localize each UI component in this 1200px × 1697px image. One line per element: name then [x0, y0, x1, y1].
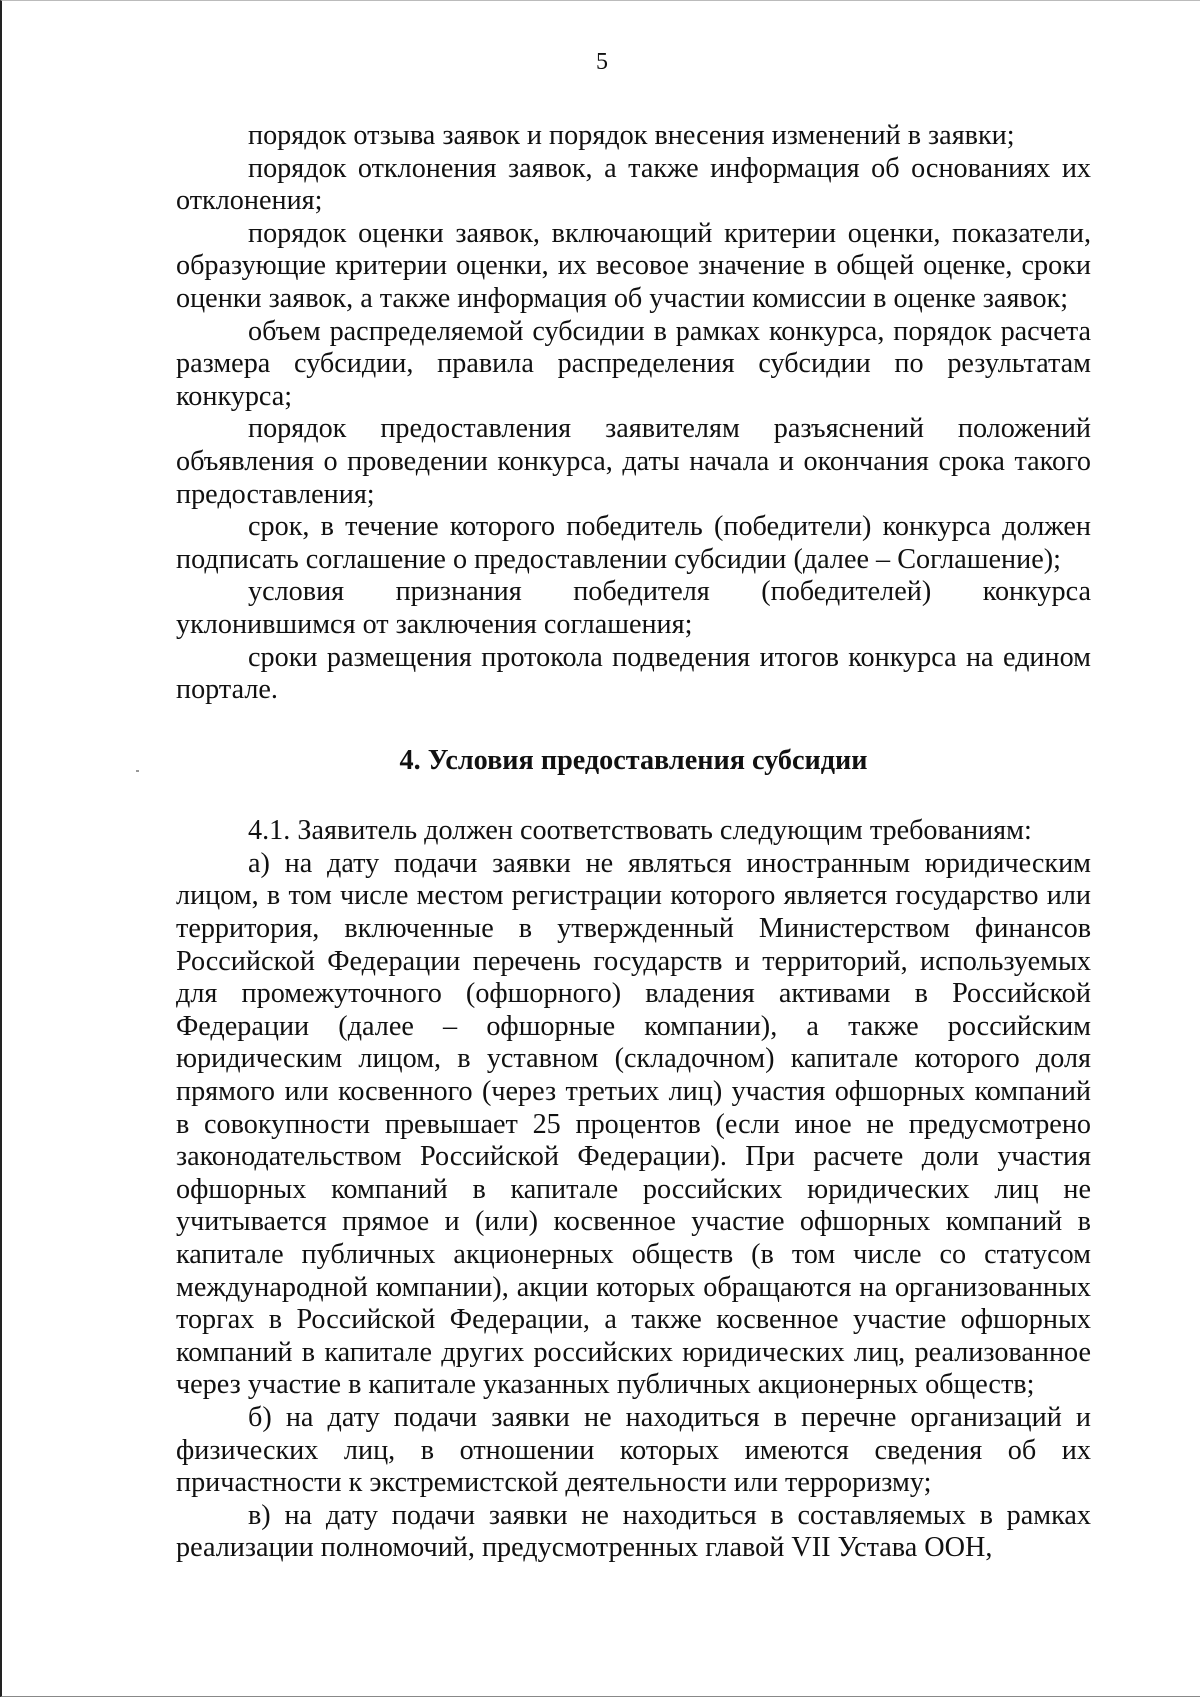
- page-number: 5: [596, 49, 608, 75]
- document-body: [176, 120, 1091, 1565]
- paragraph-requirements-intro: 4.1. Заявитель должен соответствовать следующим требованиям:: [248, 815, 1032, 847]
- paragraph-withdrawal-order: порядок отзыва заявок и порядок внесения изменений в заявки;: [248, 120, 1015, 151]
- paragraph-subsidy-volume: объем распределяемой субсидии в рамках конкурса, порядок расчета размера субсидии, правила распределения субсидии по результатам конкурса;: [176, 315, 1091, 412]
- section-heading: 4. Условия предоставления субсидии: [399, 744, 868, 776]
- paragraph-evasion-conditions: условия признания победителя (победителей) конкурса уклонившимся от заключения соглашения;: [176, 576, 1091, 640]
- paragraph-clarifications: порядок предоставления заявителям разъяснений положений объявления о проведении конкурса, даты начала и окончания срока такого предоставления;: [176, 413, 1091, 510]
- paragraph-rejection-order: порядок отклонения заявок, а также информация об основаниях их отклонения;: [176, 152, 1091, 217]
- paragraph-requirement-a: а) на дату подачи заявки не являться иностранным юридическим лицом, в том числе местом регистрации которого является государство или территория, включенные в утвержденный Министерством финансов Российской Федерации перечень государств и территорий, используемых для промежуточного (офшорного) владения активами в Российской Федерации (далее – офшорные компании), а также российским юридическим лицом, в уставном (складочном) капитале которого доля прямого или косвенного (через третьих лиц) участия офшорных компаний в совокупности превышает 25 процентов (если иное не предусмотрено законодательством Российской Федерации). При расчете доли участия офшорных компаний в капитале российских юридических лиц не учитывается прямое и (или) косвенное участие офшорных компаний в капитале публичных акционерных обществ (в том числе со статусом международной компании), акции которых обращаются на организованных торгах в Российской Федерации, а также косвенное участие офшорных компаний в капитале других российских юридических лиц, реализованное через участие в капитале указанных публичных акционерных обществ;: [176, 847, 1091, 1401]
- paragraph-evaluation-order: порядок оценки заявок, включающий критерии оценки, показатели, образующие критерии оценки, их весовое значение в общей оценке, сроки оценки заявок, а также информация об участии комиссии в оценке заявок;: [176, 217, 1091, 314]
- paragraph-agreement-term: срок, в течение которого победитель (победители) конкурса должен подписать соглашение о предоставлении субсидии (далее – Соглашение);: [176, 511, 1091, 575]
- paragraph-protocol-publication: сроки размещения протокола подведения итогов конкурса на едином портале.: [176, 641, 1091, 706]
- paragraph-requirement-b: б) на дату подачи заявки не находиться в перечне организаций и физических лиц, в отношении которых имеются сведения об их причастности к экстремистской деятельности или терроризму;: [176, 1401, 1091, 1499]
- scan-artifact: [136, 770, 139, 772]
- paragraph-requirement-v: в) на дату подачи заявки не находиться в составляемых в рамках реализации полномочий, предусмотренных главой VII Устава ООН,: [176, 1499, 1091, 1564]
